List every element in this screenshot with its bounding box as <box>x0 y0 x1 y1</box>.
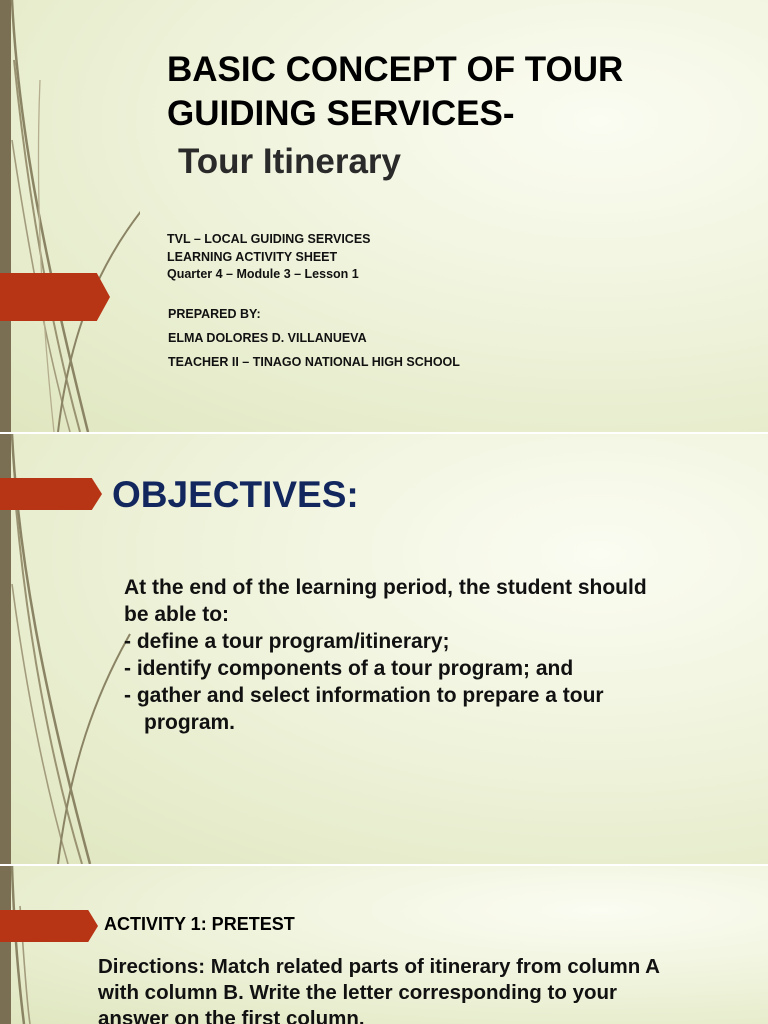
activity-directions <box>98 954 660 1024</box>
slide-subtitle: Tour Itinerary <box>178 142 402 181</box>
prepared-by-label: PREPARED BY: <box>168 307 261 321</box>
directions-line: answer on the first column. <box>98 1007 365 1024</box>
accent-arrow <box>0 910 98 942</box>
author-block <box>168 302 460 374</box>
objective-item: - identify components of a tour program; and <box>124 657 574 680</box>
left-accent-bar <box>0 866 11 1024</box>
activity-heading: ACTIVITY 1: PRETEST <box>104 914 295 934</box>
decorative-vines <box>0 0 140 432</box>
objective-item: - define a tour program/itinerary; <box>124 630 450 653</box>
slide-activity <box>0 866 768 1024</box>
slide-objectives <box>0 434 768 864</box>
accent-arrow <box>0 273 110 321</box>
author-name: ELMA DOLORES D. VILLANUEVA <box>168 331 367 345</box>
objectives-list <box>124 574 754 736</box>
accent-arrow <box>0 478 102 510</box>
info-line: LEARNING ACTIVITY SHEET <box>167 249 338 264</box>
info-line: TVL – LOCAL GUIDING SERVICES <box>167 232 371 246</box>
course-info <box>167 231 371 284</box>
objectives-line: be able to: <box>124 603 230 626</box>
info-line: Quarter 4 – Module 3 – Lesson 1 <box>167 267 359 281</box>
title-line: BASIC CONCEPT OF TOUR <box>167 50 624 89</box>
title-line: GUIDING SERVICES- <box>167 94 515 133</box>
directions-line: Directions: Match related parts of itinerary from column A <box>98 955 660 978</box>
objectives-heading: OBJECTIVES: <box>112 474 359 515</box>
objective-item: - gather and select information to prepare a tour <box>124 684 604 707</box>
left-accent-bar <box>0 0 11 432</box>
slide-title <box>0 0 768 432</box>
objective-item-continuation: program. <box>144 711 236 734</box>
slide-title-heading <box>167 48 623 136</box>
author-position: TEACHER II – TINAGO NATIONAL HIGH SCHOOL <box>168 355 460 369</box>
objectives-line: At the end of the learning period, the student should <box>124 576 647 599</box>
directions-line: with column B. Write the letter corresponding to your <box>98 981 617 1004</box>
